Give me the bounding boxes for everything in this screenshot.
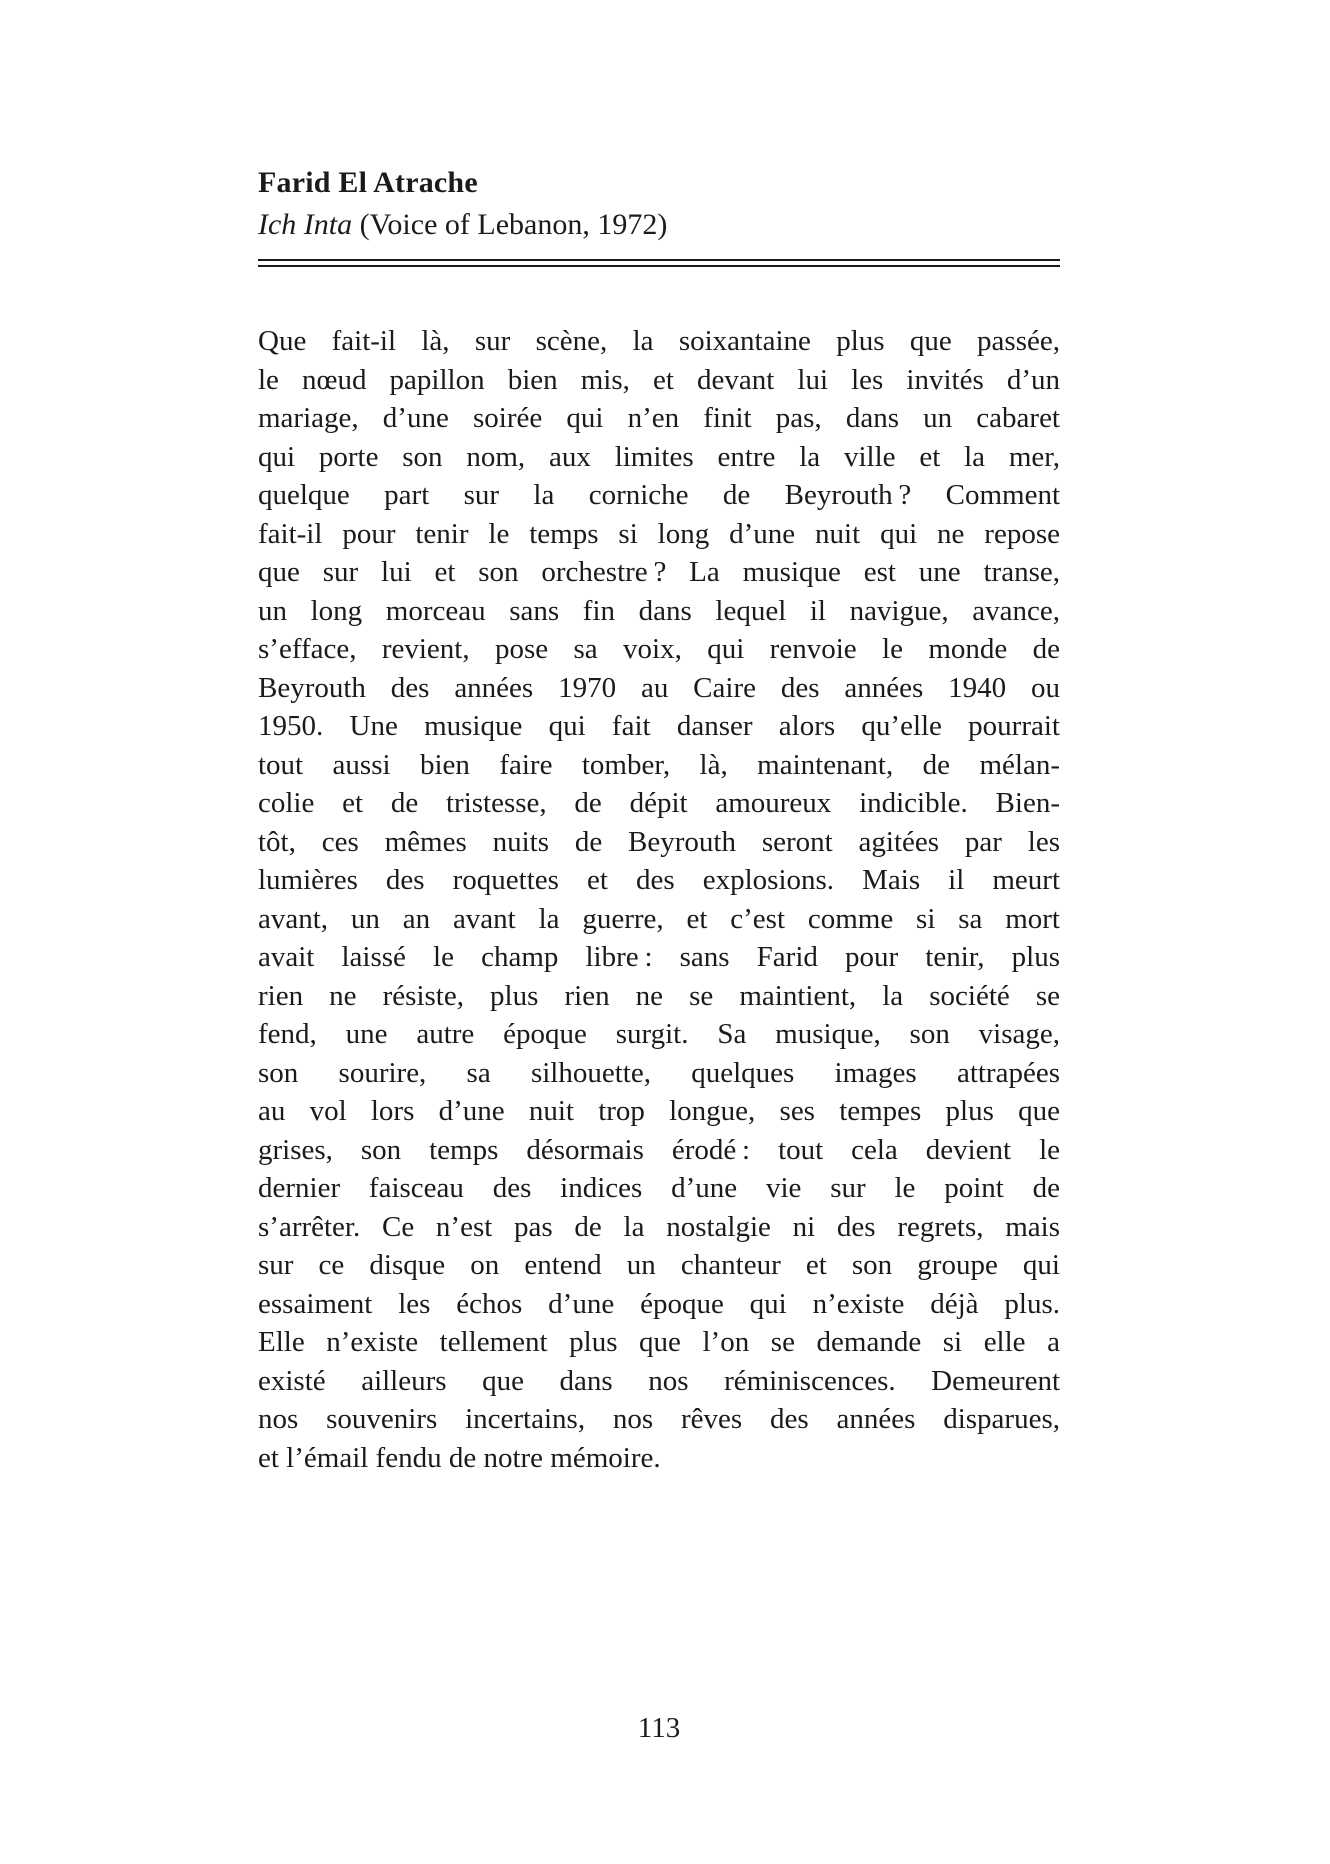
text-line: que sur lui et son orchestre ? La musique est une transe, [258, 556, 1060, 588]
double-rule-divider [258, 259, 1060, 267]
text-line: le nœud papillon bien mis, et devant lui les invités d’un [258, 363, 1060, 396]
text-line: fait-il pour tenir le temps si long d’une nuit qui ne repose [258, 517, 1060, 550]
text-line: rien ne résiste, plus rien ne se maintient, la société se [258, 979, 1060, 1012]
album-line [258, 203, 1060, 247]
text-line: Beyrouth des années 1970 au Caire des années 1940 ou [258, 671, 1060, 704]
album-details: (Voice of Lebanon, 1972) [352, 208, 668, 241]
text-line: nos souvenirs incertains, nos rêves des années disparues, [258, 1403, 1060, 1435]
text-line: tôt, ces mêmes nuits de Beyrouth seront agitées par les [258, 825, 1060, 858]
essay-paragraph [258, 322, 1060, 1477]
text-line: grises, son temps désormais érodé : tout cela devient le [258, 1133, 1060, 1166]
text-line: lumières des roquettes et des explosions. Mais il meurt [258, 864, 1060, 896]
text-line: quelque part sur la corniche de Beyrouth ? Comment [258, 479, 1060, 511]
album-title: Ich Inta [258, 208, 353, 241]
text-line: 1950. Une musique qui fait danser alors qu’elle pourrait [258, 710, 1060, 742]
text-line: tout aussi bien faire tomber, là, maintenant, de mélan- [258, 748, 1060, 781]
text-line: sur ce disque on entend un chanteur et son groupe qui [258, 1249, 1060, 1281]
text-line: son sourire, sa silhouette, quelques images attrapées [258, 1056, 1060, 1089]
text-line: s’arrêter. Ce n’est pas de la nostalgie ni des regrets, mais [258, 1210, 1060, 1243]
page-number: 113 [637, 1712, 681, 1744]
text-line: au vol lors d’une nuit trop longue, ses tempes plus que [258, 1095, 1060, 1127]
text-line: qui porte son nom, aux limites entre la ville et la mer, [258, 440, 1060, 473]
text-line: dernier faisceau des indices d’une vie sur le point de [258, 1172, 1060, 1204]
text-line: existé ailleurs que dans nos réminiscences. Demeurent [258, 1364, 1060, 1397]
text-line: essaiment les échos d’une époque qui n’existe déjà plus. [258, 1287, 1060, 1320]
text-block [258, 163, 1060, 1477]
text-line: Que fait-il là, sur scène, la soixantaine plus que passée, [258, 325, 1060, 357]
text-line: Elle n’existe tellement plus que l’on se demande si elle a [258, 1326, 1060, 1358]
text-line: mariage, d’une soirée qui n’en finit pas, dans un cabaret [258, 402, 1060, 434]
text-line: s’efface, revient, pose sa voix, qui renvoie le monde de [258, 633, 1060, 665]
text-line: un long morceau sans fin dans lequel il navigue, avance, [258, 594, 1060, 627]
text-line: et l’émail fendu de notre mémoire. [258, 1441, 661, 1474]
entry-header [258, 163, 1060, 267]
text-line: avait laissé le champ libre : sans Farid pour tenir, plus [258, 941, 1060, 973]
text-line: avant, un an avant la guerre, et c’est comme si sa mort [258, 902, 1060, 935]
text-line: colie et de tristesse, de dépit amoureux indicible. Bien- [258, 787, 1060, 819]
artist-name: Farid El Atrache [258, 166, 478, 199]
text-line: fend, une autre époque surgit. Sa musique, son visage, [258, 1018, 1060, 1050]
